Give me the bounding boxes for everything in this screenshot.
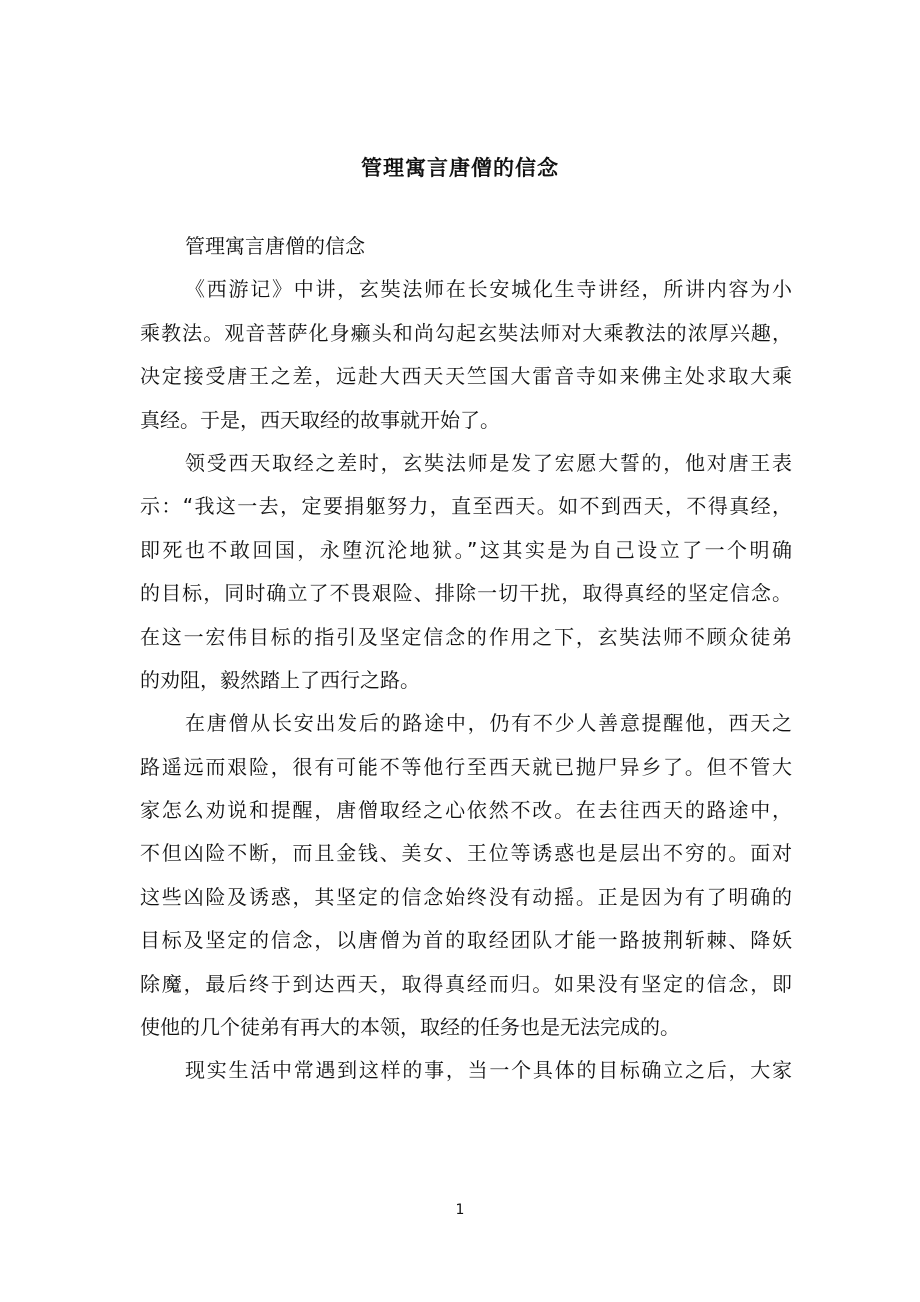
paragraph-line: 不但凶险不断，而且金钱、美女、王位等诱惑也是层出不穷的。面对 bbox=[140, 841, 792, 866]
paragraph-line: 路遥远而艰险，很有可能不等他行至西天就已抛尸异乡了。但不管大 bbox=[140, 754, 792, 779]
paragraph-line: 使他的几个徒弟有再大的本领，取经的任务也是无法完成的。 bbox=[140, 1015, 680, 1040]
paragraph bbox=[140, 268, 792, 442]
paragraph-line: 的目标，同时确立了不畏艰险、排除一切干扰，取得真经的坚定信念。 bbox=[140, 581, 792, 606]
paragraph-line: 领受西天取经之差时，玄奘法师是发了宏愿大誓的，他对唐王表 bbox=[185, 450, 792, 475]
paragraph-line: 乘教法。观音菩萨化身癞头和尚勾起玄奘法师对大乘教法的浓厚兴趣， bbox=[140, 320, 792, 345]
paragraph-line: 除魔，最后终于到达西天，取得真经而归。如果没有坚定的信念，即 bbox=[140, 971, 792, 996]
paragraph bbox=[140, 1049, 792, 1092]
paragraph-line: 在这一宏伟目标的指引及坚定信念的作用之下，玄奘法师不顾众徒弟 bbox=[140, 624, 792, 649]
page-number: 1 bbox=[455, 1202, 465, 1218]
paragraph-line: 真经。于是，西天取经的故事就开始了。 bbox=[140, 407, 500, 432]
paragraphs bbox=[140, 268, 792, 1092]
paragraph bbox=[140, 442, 792, 702]
paragraph-line: 即死也不敢回国，永堕沉沦地狱。”这其实是为自己设立了一个明确 bbox=[140, 537, 792, 562]
document-body bbox=[140, 225, 792, 1093]
paragraph-line: 示：“我这一去，定要捐躯努力，直至西天。如不到西天，不得真经， bbox=[140, 494, 792, 519]
paragraph-line: 《西游记》中讲，玄奘法师在长安城化生寺讲经，所讲内容为小 bbox=[185, 277, 792, 302]
paragraph bbox=[140, 702, 792, 1049]
paragraph-line: 决定接受唐王之差，远赴大西天天竺国大雷音寺如来佛主处求取大乘 bbox=[140, 364, 792, 389]
document-title: 管理寓言唐僧的信念 bbox=[361, 156, 559, 180]
paragraph-line: 的劝阻，毅然踏上了西行之路。 bbox=[140, 667, 420, 692]
paragraph-line: 家怎么劝说和提醒，唐僧取经之心依然不改。在去往西天的路途中， bbox=[140, 798, 792, 823]
subtitle: 管理寓言唐僧的信念 bbox=[185, 234, 365, 258]
paragraph-line: 这些凶险及诱惑，其坚定的信念始终没有动摇。正是因为有了明确的 bbox=[140, 884, 792, 909]
paragraph-line: 在唐僧从长安出发后的路途中，仍有不少人善意提醒他，西天之 bbox=[185, 711, 792, 736]
paragraph-line: 目标及坚定的信念，以唐僧为首的取经团队才能一路披荆斩棘、降妖 bbox=[140, 928, 792, 953]
paragraph-line: 现实生活中常遇到这样的事，当一个具体的目标确立之后，大家 bbox=[185, 1058, 792, 1083]
